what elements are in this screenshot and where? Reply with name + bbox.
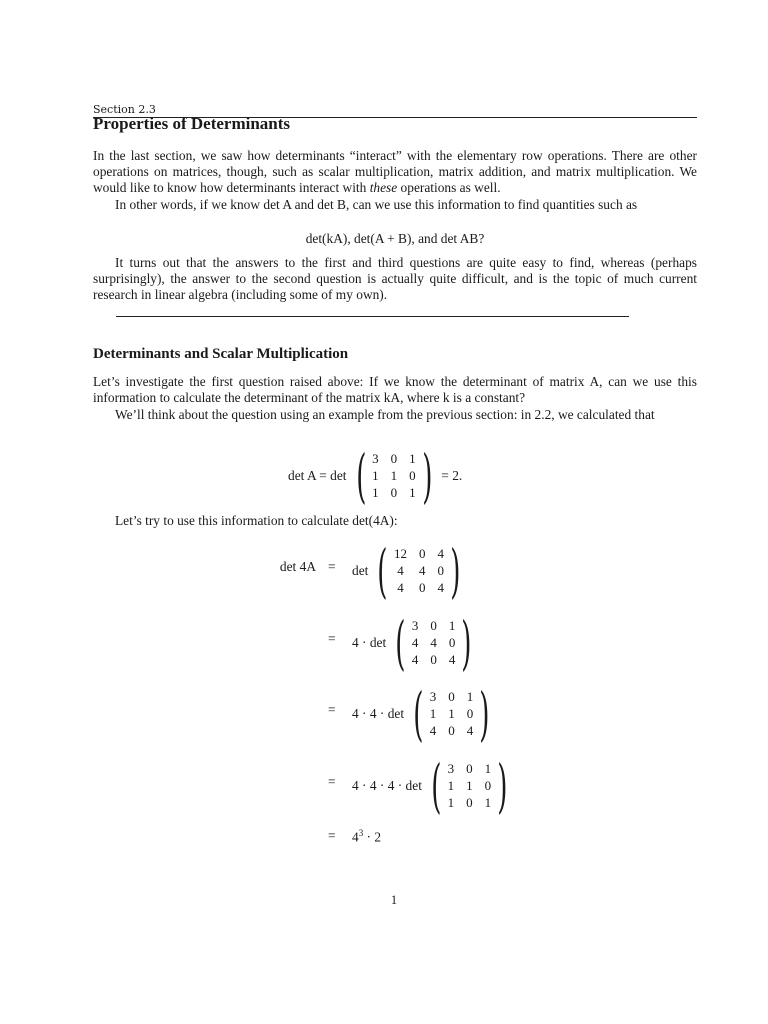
intro-emphasis: these <box>369 180 398 196</box>
matrix-entry: 4 <box>466 723 474 738</box>
eq1-lhs: det A = det <box>288 468 347 483</box>
step-lhs: det 4A <box>279 559 316 574</box>
matrix-entry: 0 <box>419 580 426 595</box>
matrix-entry: 4 <box>437 546 444 561</box>
matrix-entry: 0 <box>466 761 473 776</box>
step-equals: = <box>328 631 336 646</box>
intro-text-a: In the last section, we saw how determinants “interact” with the elementary row operations. There are other operations on matrices, though, such as scalar multiplication, matrix addition, and matrix multiplication. We would like to know how determinants interact with <box>93 148 697 196</box>
intro-paragraph-2: In other words, if we know det A and det B, can we use this information to find quantities such as <box>115 197 638 212</box>
step-prefix: 4 · 4 · det <box>352 706 405 721</box>
step-matrix <box>371 537 466 605</box>
matrix-entry: 4 <box>430 635 437 650</box>
matrix-entry: 0 <box>430 652 437 667</box>
matrix-entry: 0 <box>484 778 492 793</box>
left-paren: ( <box>395 609 406 677</box>
step-matrix <box>425 752 514 820</box>
matrix-entry: 0 <box>466 706 474 721</box>
step-equals: = <box>328 702 336 717</box>
matrix-entry: 0 <box>466 795 473 810</box>
matrix-entry: 3 <box>411 618 419 633</box>
final-result <box>352 828 381 845</box>
equation-det-a <box>288 442 463 510</box>
matrix-entry: 1 <box>390 468 398 483</box>
matrix-entry: 3 <box>447 761 455 776</box>
scalar-paragraph-3: Let’s try to use this information to calculate det(4A): <box>115 513 398 528</box>
step-rhs <box>352 537 470 605</box>
matrix-entry: 0 <box>430 618 437 633</box>
matrix-entry: 4 <box>429 723 437 738</box>
eq1-rhs: = 2. <box>441 468 463 483</box>
scalar-paragraph-2: We’ll think about the question using an example from the previous section: in 2.2, we calculated that <box>115 407 655 422</box>
matrix-entry: 1 <box>448 618 456 633</box>
page-title: Properties of Determinants <box>93 114 291 133</box>
step-equals: = <box>328 774 336 789</box>
left-paren: ( <box>431 752 442 820</box>
section-label: Section 2.3 <box>93 103 156 116</box>
step-equals: = <box>328 559 336 574</box>
matrix-entry: 0 <box>390 451 398 466</box>
matrix-entry: 3 <box>372 451 379 466</box>
matrix-entry: 4 <box>448 652 456 667</box>
matrix-entry: 4 <box>397 580 404 595</box>
matrix-entry: 0 <box>390 485 398 500</box>
step-rhs <box>352 609 481 677</box>
matrix-entry: 12 <box>394 546 407 561</box>
final-exponent: 3 <box>358 828 364 838</box>
matrix-grid <box>372 451 416 501</box>
matrix-entry: 4 <box>419 563 426 578</box>
final-equals: = <box>328 828 336 843</box>
right-paren: ) <box>461 609 472 677</box>
step-prefix: 4 · 4 · 4 · det <box>352 778 422 793</box>
matrix-entry: 1 <box>466 689 474 704</box>
matrix-entry: 0 <box>409 468 416 483</box>
right-paren: ) <box>497 752 508 820</box>
intro-text-b: operations as well. <box>397 180 501 196</box>
final-base: 4 <box>352 829 359 845</box>
matrix-entry: 1 <box>447 795 455 810</box>
step-rhs <box>352 680 499 748</box>
left-paren: ( <box>377 537 388 605</box>
final-rest: · 2 <box>363 829 382 845</box>
right-paren: ) <box>479 680 490 748</box>
left-paren: ( <box>355 442 366 510</box>
matrix-entry: 0 <box>448 689 455 704</box>
matrix-entry: 0 <box>419 546 426 561</box>
step-prefix: 4 · det <box>352 635 387 650</box>
matrix-entry: 1 <box>409 451 416 466</box>
matrix-entry: 1 <box>448 706 455 721</box>
matrix-entry: 1 <box>409 485 416 500</box>
matrix-entry: 4 <box>411 635 419 650</box>
matrix-entry: 1 <box>429 706 437 721</box>
step-matrix <box>389 609 478 677</box>
right-paren: ) <box>450 537 461 605</box>
matrix-a <box>350 442 439 510</box>
section-heading: Determinants and Scalar Multiplication <box>93 346 349 362</box>
left-paren: ( <box>413 680 424 748</box>
step-matrix <box>407 680 496 748</box>
page-number: 1 <box>390 893 398 907</box>
matrix-entry: 0 <box>448 723 455 738</box>
display-equation: det(kA), det(A + B), and det AB? <box>305 231 485 246</box>
matrix-entry: 4 <box>397 563 404 578</box>
step-prefix: det <box>352 563 369 578</box>
matrix-entry: 1 <box>466 778 473 793</box>
matrix-entry: 4 <box>437 580 444 595</box>
matrix-grid <box>412 618 456 668</box>
step-rhs <box>352 752 517 820</box>
matrix-grid <box>394 546 444 596</box>
scalar-paragraph-1: Let’s investigate the first question raised above: If we know the determinant of matrix A, can we use this information to calculate the determinant of the matrix kA, where k is a constant? <box>93 374 697 406</box>
matrix-grid <box>448 761 492 811</box>
matrix-entry: 0 <box>448 635 456 650</box>
intro-paragraph-1 <box>93 148 697 197</box>
matrix-entry: 1 <box>372 485 379 500</box>
matrix-entry: 0 <box>437 563 444 578</box>
matrix-entry: 3 <box>429 689 437 704</box>
matrix-entry: 1 <box>372 468 379 483</box>
matrix-entry: 1 <box>484 795 492 810</box>
right-paren: ) <box>421 442 433 510</box>
intro-paragraph-3: It turns out that the answers to the first and third questions are quite easy to find, whereas (perhaps surprisingly), the answer to the second question is actually quite difficult, and is the topic of much current research in linear algebra (including some of my own). <box>93 255 697 303</box>
matrix-entry: 1 <box>484 761 492 776</box>
matrix-grid <box>430 689 474 739</box>
section-divider <box>116 316 629 317</box>
matrix-entry: 1 <box>447 778 455 793</box>
matrix-entry: 4 <box>411 652 419 667</box>
